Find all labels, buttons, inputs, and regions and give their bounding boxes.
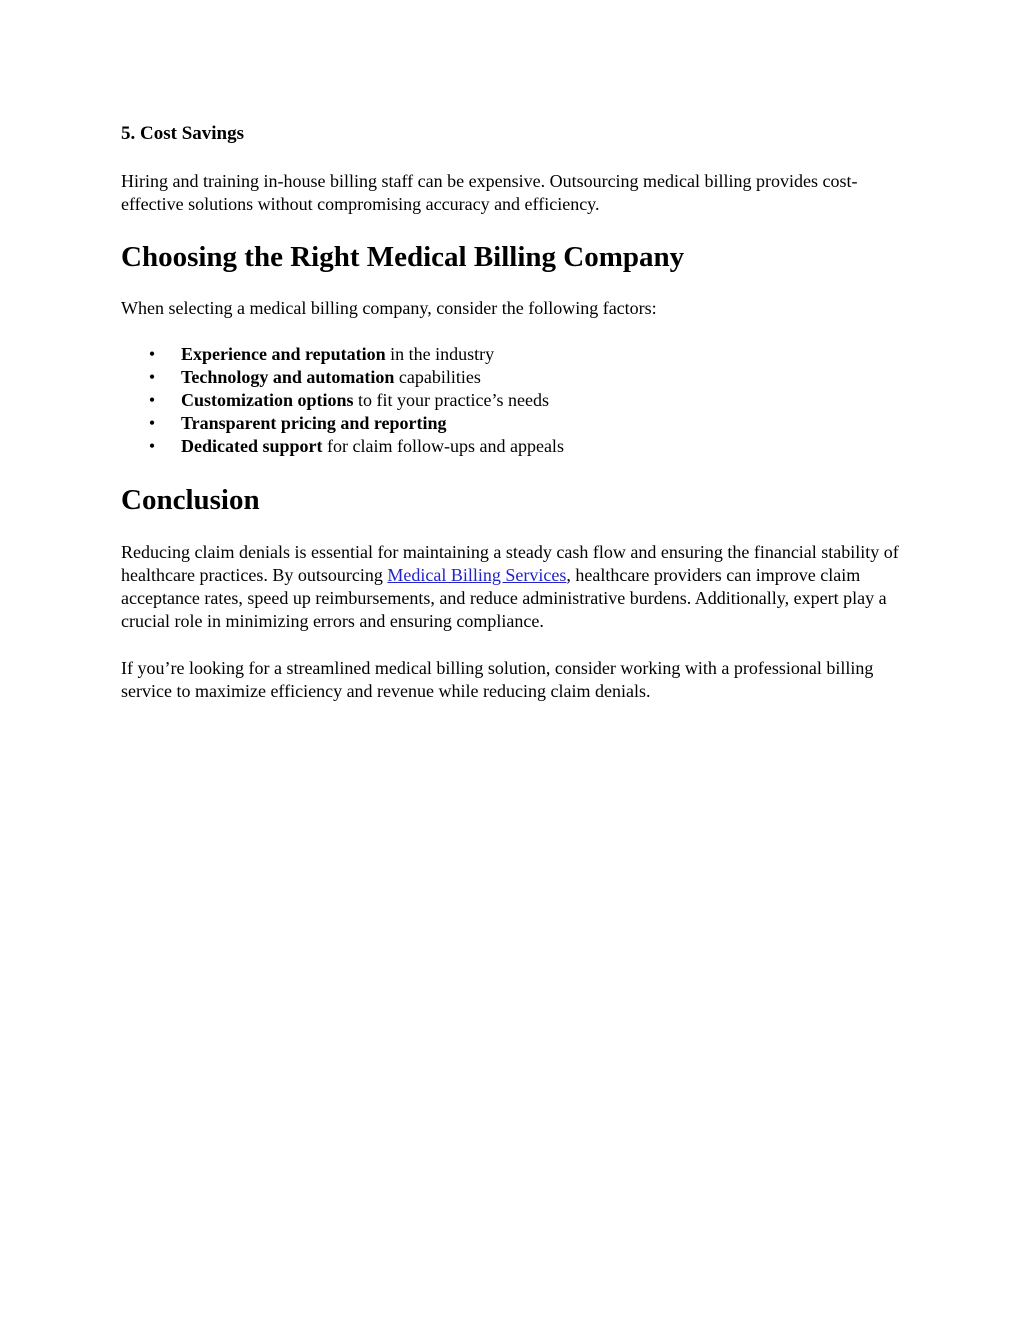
conclusion-heading: Conclusion: [121, 484, 260, 516]
bullet-icon: •: [148, 413, 156, 433]
choosing-company-heading: Choosing the Right Medical Billing Company: [121, 241, 685, 273]
list-item-text: for claim follow-ups and appeals: [322, 436, 564, 456]
conclusion-paragraph-1: [121, 541, 911, 633]
bullet-icon: •: [148, 367, 156, 387]
conclusion-paragraph-2: If you’re looking for a streamlined medical billing solution, consider working with a professional billing service to maximize efficiency and revenue while reducing claim denials.: [121, 658, 874, 701]
list-item: [121, 389, 564, 412]
cost-savings-heading: 5. Cost Savings: [121, 123, 244, 144]
list-item: [121, 343, 564, 366]
list-item-text: in the industry: [385, 344, 495, 364]
list-item-bold: Experience and reputation: [181, 344, 386, 364]
conclusion-text-before-link: Reducing claim denials is essential for maintaining a steady cash flow and ensuring the financial stability of healthcare practices. By outsourcing: [121, 542, 899, 585]
list-item: [121, 366, 564, 389]
factors-list: [121, 343, 564, 458]
list-item-bold: Customization options: [181, 390, 354, 410]
bullet-icon: •: [148, 436, 156, 456]
conclusion-text-after-link: , healthcare providers can improve claim acceptance rates, speed up reimbursements, and reduce administrative burdens. Additionally, expert play a crucial role in minimizing errors and ensuring compliance.: [121, 565, 887, 631]
bullet-icon: •: [148, 344, 156, 364]
list-item-text: capabilities: [394, 367, 481, 387]
cost-savings-paragraph: Hiring and training in-house billing staff can be expensive. Outsourcing medical billing provides cost-effective solutions without compromising accuracy and efficiency.: [121, 171, 858, 214]
medical-billing-services-link[interactable]: Medical Billing Services: [387, 565, 567, 585]
bullet-icon: •: [148, 390, 156, 410]
list-item-text: to fit your practice’s needs: [353, 390, 549, 410]
choosing-intro-paragraph: When selecting a medical billing company, consider the following factors:: [121, 298, 657, 318]
list-item: [121, 435, 564, 458]
list-item-bold: Transparent pricing and reporting: [181, 413, 447, 433]
list-item-bold: Technology and automation: [181, 367, 395, 387]
list-item-bold: Dedicated support: [181, 436, 323, 456]
list-item: [121, 412, 564, 435]
